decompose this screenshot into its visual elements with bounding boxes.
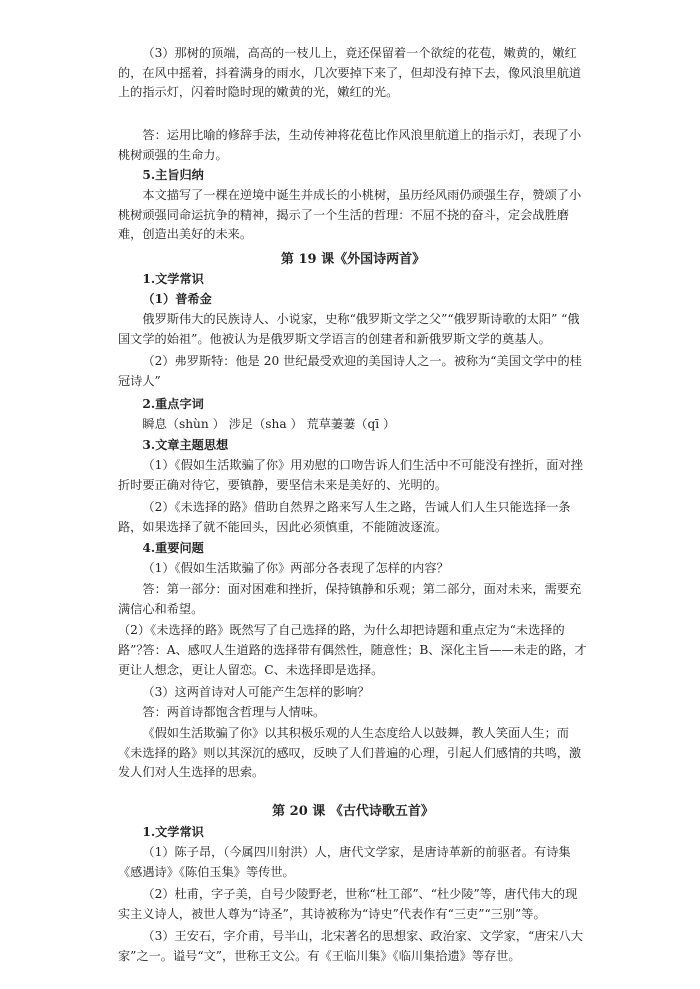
paragraph-answer-metaphor: 答：运用比喻的修辞手法，生动传神将花苞比作风浪里航道上的指示灯，表现了小桃树顽强的生命力。 (118, 128, 582, 162)
heading-pushkin: （1）普希金 (142, 292, 212, 306)
paragraph-question-3: （3）这两首诗对人可能产生怎样的影响？ (142, 685, 370, 699)
heading-literary-knowledge-20: 1.文学常识 (142, 825, 204, 839)
heading-literary-knowledge-19: 1.文学常识 (142, 272, 204, 286)
paragraph-theme-2: （2）《未选择的路》借助自然界之路来写人生之路，告诫人们人生只能选择一条路，如果选择了就不能回头，因此必须慎重，不能随波逐流。 (118, 500, 571, 534)
paragraph-answer-1: 答：第一部分：面对困难和挫折，保持镇静和乐观；第二部分，面对未来，需要充满信心和希望。 (118, 582, 582, 616)
paragraph-answer-3: 答：两首诗都饱含哲理与人情味。 (142, 705, 326, 719)
paragraph-peach-bud-quote: （3）那树的顶端，高高的一枝儿上，竟还保留着一个欲绽的花苞，嫩黄的，嫩红的，在风中摇着，抖着满身的雨水，几次要掉下来了，但却没有掉下去，像风浪里航道上的指示灯，闪着时隐时现的嫩黄的光，嫩红的光。 (118, 46, 582, 100)
paragraph-theme-1: （1）《假如生活欺骗了你》用劝慰的口吻告诉人们生活中不可能没有挫折，面对挫折时要正确对待它，要镇静，要坚信未来是美好的、光明的。 (118, 458, 583, 492)
paragraph-frost: （2）弗罗斯特：他是 20 世纪最受欢迎的美国诗人之一。被称为“美国文学中的桂冠诗人” (118, 354, 582, 388)
paragraph-answer-2: 答：A、感叹人生道路的选择带有偶然性，随意性；B、深化主旨——未走的路，才更让人想念，更让人留恋。C、未选择即是选择。 (118, 643, 587, 677)
heading-theme: 3.文章主题思想 (142, 438, 229, 452)
paragraph-key-words: 瞬息（shùn ） 涉足（sha ） 荒草萋萋（qī ） (142, 417, 396, 431)
paragraph-main-idea: 本文描写了一棵在逆境中诞生并成长的小桃树，虽历经风雨仍顽强生存，赞颂了小桃树顽强同命运抗争的精神，揭示了一个生活的哲理：不屈不挠的奋斗，定会战胜磨难，创造出美好的未来。 (118, 188, 582, 242)
paragraph-question-1: （1）《假如生活欺骗了你》两部分各表现了怎样的内容？ (142, 561, 449, 575)
paragraph-poem-influence: 《假如生活欺骗了你》以其积极乐观的人生态度给人以鼓舞，教人笑面人生；而《未选择的路》则以其深沉的感叹，反映了人们普遍的心理，引起人们感情的共鸣，激发人们对人生选择的思索。 (118, 726, 582, 780)
paragraph-du-fu: （2）杜甫，字子美，自号少陵野老，世称“杜工部”、“杜少陵”等，唐代伟大的现实主义诗人，被世人尊为“诗圣”，其诗被称为“诗史”代表作有“三吏”“三别”等。 (118, 887, 578, 921)
heading-important-questions: 4.重要问题 (142, 541, 204, 555)
heading-main-idea: 5.主旨归纳 (142, 168, 204, 182)
paragraph-wang-anshi: （3）王安石，字介甫，号半山，北宋著名的思想家、政治家、文学家，“唐宋八大家”之一。谥号“文”，世称王文公。有《王临川集》《临川集拾遗》等存世。 (118, 929, 583, 963)
lesson-20-title: 第 20 课 《古代诗歌五首》 (272, 804, 434, 819)
paragraph-chen-ziang: （1）陈子昂，（今属四川射洪）人，唐代文学家，是唐诗革新的前驱者。有诗集《感遇诗》《陈伯玉集》等传世。 (118, 845, 571, 879)
heading-key-words: 2.重点字词 (142, 397, 204, 411)
paragraph-pushkin: 俄罗斯伟大的民族诗人、小说家，史称“俄罗斯文学之父”“俄罗斯诗歌的太阳” “俄国文学的始祖”。他被认为是俄罗斯文学语言的创建者和新俄罗斯文学的奠基人。 (118, 312, 580, 346)
paragraph-question-2: （2）《未选择的路》既然写了自己选择的路，为什么却把诗题和重点定为“未选择的路”？ (118, 623, 565, 657)
lesson-19-title: 第 19 课《外国诗两首》 (280, 252, 426, 267)
